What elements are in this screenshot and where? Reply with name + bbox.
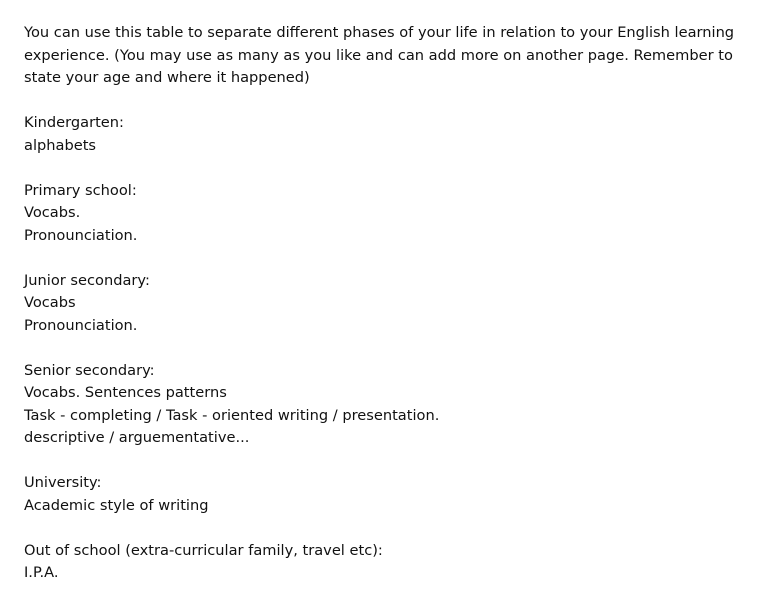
section-junior-secondary <box>24 270 754 338</box>
section-primary-school <box>24 180 754 248</box>
intro-line: state your age and where it happened) <box>24 69 310 86</box>
intro-line: You can use this table to separate different phases of your life in relation to your English learning <box>24 24 735 41</box>
section-line: alphabets <box>24 136 97 154</box>
section-line: I.P.A. <box>24 564 59 581</box>
section-line: Pronounciation. <box>24 316 138 334</box>
intro-line: experience. (You may use as many as you like and can add more on another page. Remember to <box>24 46 733 64</box>
section-heading: University: <box>24 474 102 491</box>
section-kindergarten <box>24 112 754 157</box>
section-line: Vocabs. <box>24 204 81 221</box>
section-line: Vocabs <box>24 294 76 311</box>
document-body <box>24 22 754 585</box>
section-line: Academic style of writing <box>24 496 209 514</box>
section-out-of-school <box>24 540 754 585</box>
section-senior-secondary <box>24 360 754 450</box>
section-line: Pronounciation. <box>24 226 138 244</box>
section-heading: Kindergarten: <box>24 114 124 131</box>
section-heading: Junior secondary: <box>24 271 150 289</box>
section-line: Task - completing / Task - oriented writing / presentation. <box>24 406 440 424</box>
section-university <box>24 472 754 517</box>
section-heading: Primary school: <box>24 181 137 199</box>
section-line: Vocabs. Sentences patterns <box>24 384 227 401</box>
intro-paragraph <box>24 22 754 90</box>
section-heading: Out of school (extra-curricular family, travel etc): <box>24 541 383 559</box>
section-line: descriptive / arguementative... <box>24 429 250 446</box>
section-heading: Senior secondary: <box>24 361 155 379</box>
